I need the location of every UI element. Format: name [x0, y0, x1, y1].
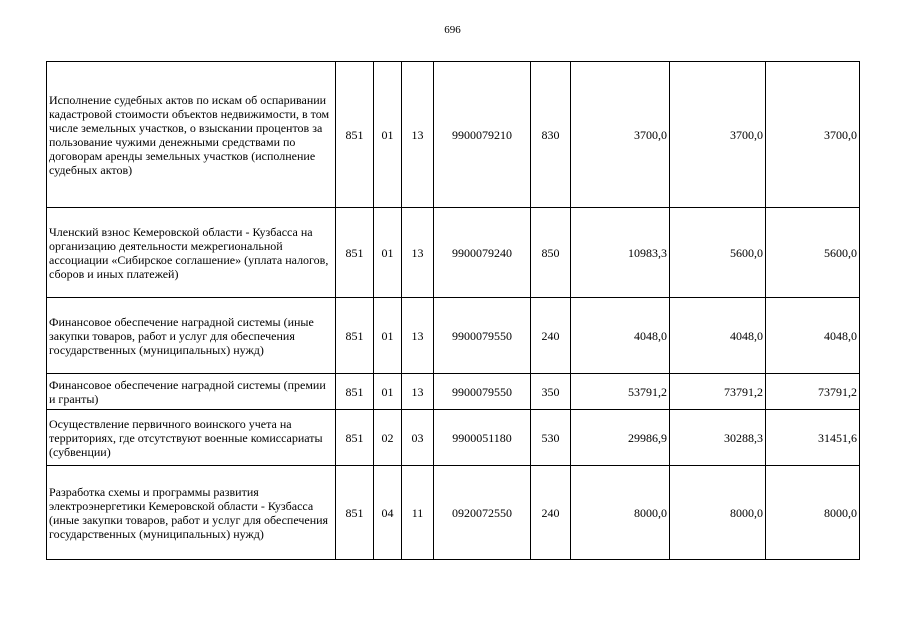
amount-year1: 53791,2 [571, 374, 670, 410]
amount-year2: 73791,2 [670, 374, 766, 410]
target-code: 9900079550 [434, 298, 531, 374]
amount-year2: 30288,3 [670, 410, 766, 466]
table-row [47, 62, 860, 208]
budget-table [46, 61, 860, 560]
row-name: Финансовое обеспечение наградной системы (премии и гранты) [47, 374, 336, 410]
amount-year1: 4048,0 [571, 298, 670, 374]
ministry-code: 851 [336, 466, 374, 560]
amount-year2: 3700,0 [670, 62, 766, 208]
row-name: Осуществление первичного воинского учета на территориях, где отсутствуют военные комиссариаты (субвенции) [47, 410, 336, 466]
amount-year1: 3700,0 [571, 62, 670, 208]
target-code: 9900079550 [434, 374, 531, 410]
amount-year3: 8000,0 [766, 466, 860, 560]
ministry-code: 851 [336, 410, 374, 466]
target-code: 0920072550 [434, 466, 531, 560]
target-code: 9900079240 [434, 208, 531, 298]
ministry-code: 851 [336, 374, 374, 410]
page-number: 696 [444, 24, 461, 36]
amount-year3: 73791,2 [766, 374, 860, 410]
section-code: 01 [374, 62, 402, 208]
ministry-code: 851 [336, 62, 374, 208]
section-code: 01 [374, 298, 402, 374]
ministry-code: 851 [336, 208, 374, 298]
amount-year3: 5600,0 [766, 208, 860, 298]
section-code: 04 [374, 466, 402, 560]
target-code: 9900051180 [434, 410, 531, 466]
subsection-code: 03 [402, 410, 434, 466]
subsection-code: 13 [402, 374, 434, 410]
amount-year2: 8000,0 [670, 466, 766, 560]
table-row [47, 208, 860, 298]
amount-year1: 10983,3 [571, 208, 670, 298]
expense-type-code: 240 [531, 298, 571, 374]
amount-year1: 29986,9 [571, 410, 670, 466]
row-name: Исполнение судебных актов по искам об оспаривании кадастровой стоимости объектов недвижимости, в том числе земельных участков, о взыскании процентов за пользование чужими денежными средствами по договорам аренды земельных участков (исполнение судебных актов) [47, 62, 336, 208]
expense-type-code: 850 [531, 208, 571, 298]
expense-type-code: 350 [531, 374, 571, 410]
subsection-code: 11 [402, 466, 434, 560]
ministry-code: 851 [336, 298, 374, 374]
expense-type-code: 240 [531, 466, 571, 560]
subsection-code: 13 [402, 208, 434, 298]
amount-year1: 8000,0 [571, 466, 670, 560]
table-row [47, 298, 860, 374]
section-code: 01 [374, 374, 402, 410]
section-code: 02 [374, 410, 402, 466]
amount-year3: 31451,6 [766, 410, 860, 466]
section-code: 01 [374, 208, 402, 298]
amount-year3: 3700,0 [766, 62, 860, 208]
expense-type-code: 830 [531, 62, 571, 208]
table-row [47, 374, 860, 410]
subsection-code: 13 [402, 298, 434, 374]
expense-type-code: 530 [531, 410, 571, 466]
row-name: Финансовое обеспечение наградной системы (иные закупки товаров, работ и услуг для обеспечения государственных (муниципальных) нужд) [47, 298, 336, 374]
row-name: Разработка схемы и программы развития электроэнергетики Кемеровской области - Кузбасса (иные закупки товаров, работ и услуг для обеспечения государственных (муниципальных) нужд) [47, 466, 336, 560]
target-code: 9900079210 [434, 62, 531, 208]
table-row [47, 466, 860, 560]
amount-year3: 4048,0 [766, 298, 860, 374]
subsection-code: 13 [402, 62, 434, 208]
table-row [47, 410, 860, 466]
amount-year2: 5600,0 [670, 208, 766, 298]
row-name: Членский взнос Кемеровской области - Кузбасса на организацию деятельности межрегиональной ассоциации «Сибирское соглашение» (уплата налогов, сборов и иных платежей) [47, 208, 336, 298]
amount-year2: 4048,0 [670, 298, 766, 374]
